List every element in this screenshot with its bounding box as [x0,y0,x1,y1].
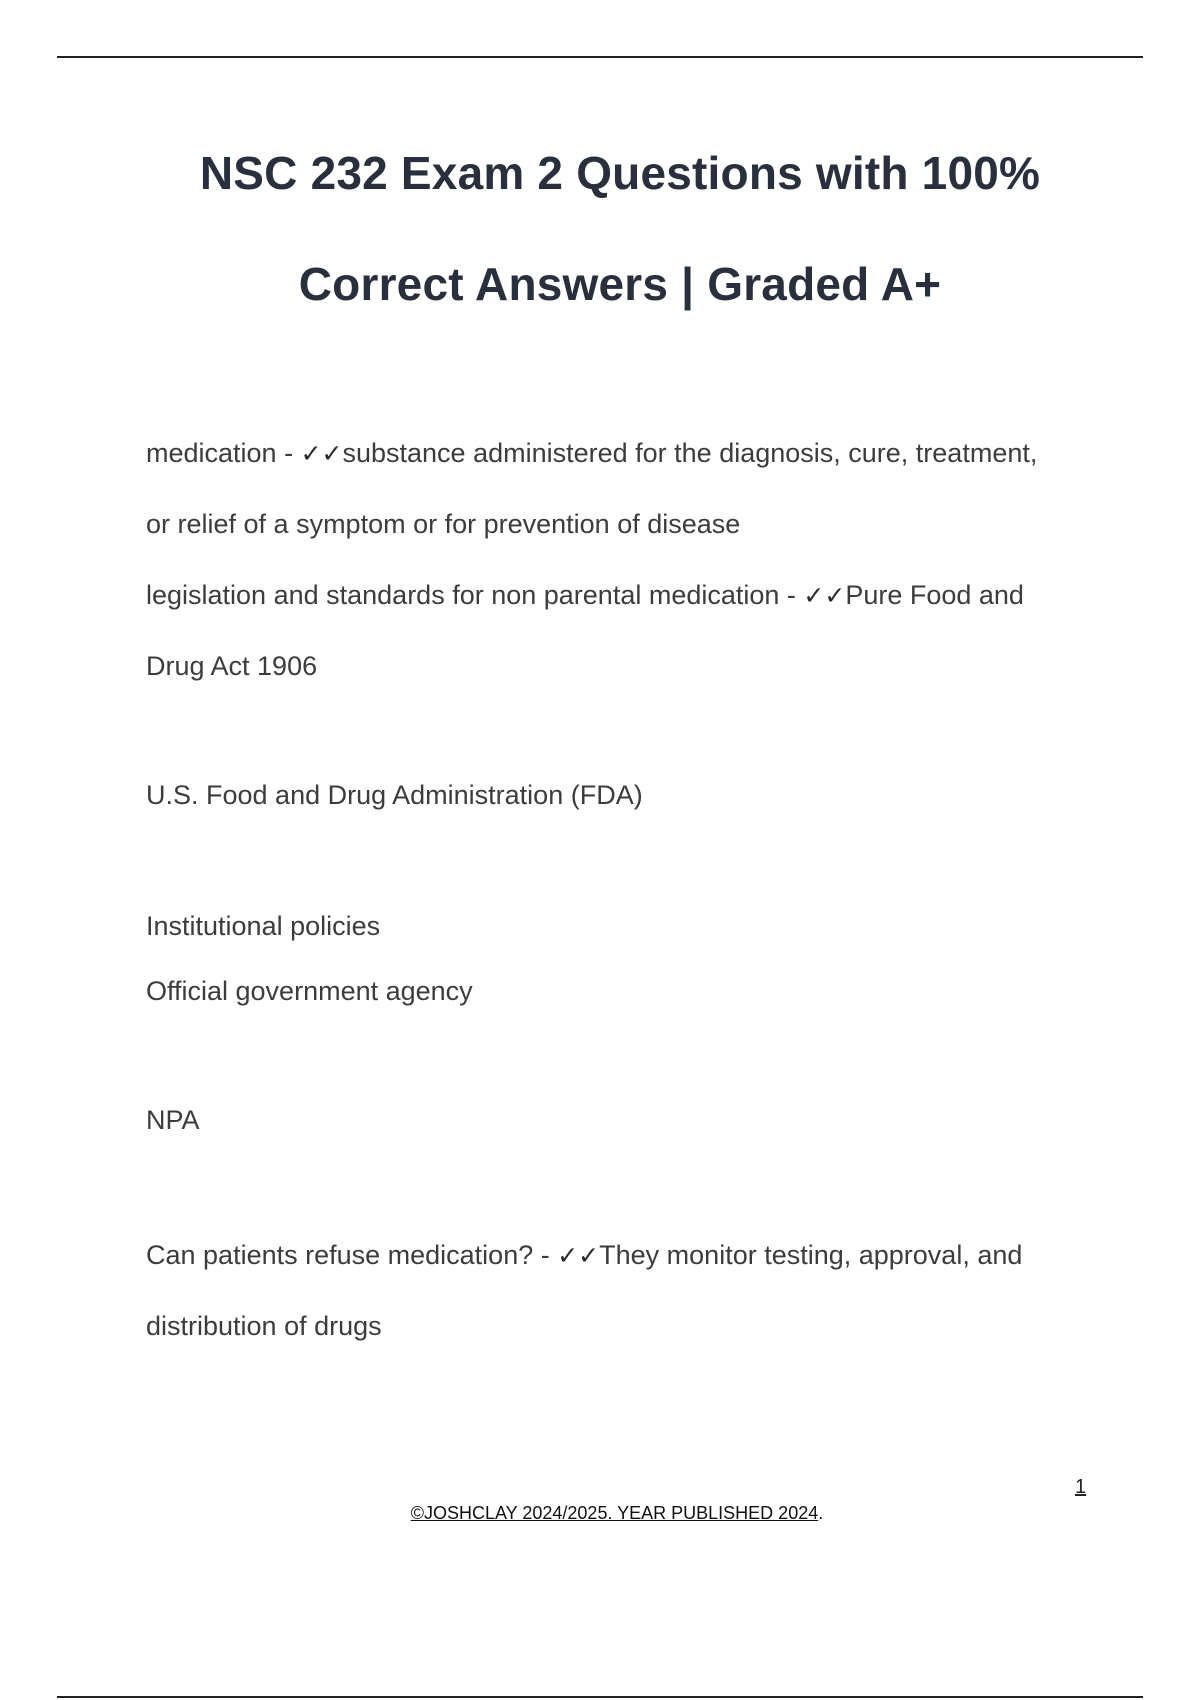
entry-medication-continued: or relief of a symptom or for prevention of disease [146,509,741,539]
document-title-line-1: NSC 232 Exam 2 Questions with 100% [199,147,1041,199]
entry-medication [146,440,1037,467]
entry-official-agency: Official government agency [146,976,473,1006]
document-title-line-2: Correct Answers | Graded A+ [298,258,942,310]
copyright-text: ©JOSHCLAY 2024/2025. YEAR PUBLISHED 2024 [410,1503,819,1523]
copyright-footer [0,1503,1200,1524]
entry-refuse-medication [146,1242,1022,1269]
page-number: 1 [1075,1476,1087,1498]
entry-term: medication - [146,438,301,468]
copyright-period: . [818,1503,824,1523]
double-check-icon: ✓✓ [803,581,846,610]
double-check-icon: ✓✓ [557,1241,600,1270]
entry-fda: U.S. Food and Drug Administration (FDA) [146,780,643,810]
entry-answer: substance administered for the diagnosis, cure, treatment, [342,438,1038,468]
entry-term: legislation and standards for non parental medication - [146,580,804,610]
entry-answer: Pure Food and [845,580,1024,610]
entry-answer: They monitor testing, approval, and [599,1240,1023,1270]
double-check-icon: ✓✓ [300,439,343,468]
entry-institutional-policies: Institutional policies [146,911,381,941]
entry-npa: NPA [146,1105,200,1135]
entry-legislation [146,582,1024,609]
top-divider [57,56,1143,58]
entry-legislation-continued: Drug Act 1906 [146,651,318,681]
bottom-divider [57,1696,1143,1698]
entry-term: Can patients refuse medication? - [146,1240,558,1270]
entry-refuse-medication-continued: distribution of drugs [146,1311,382,1341]
